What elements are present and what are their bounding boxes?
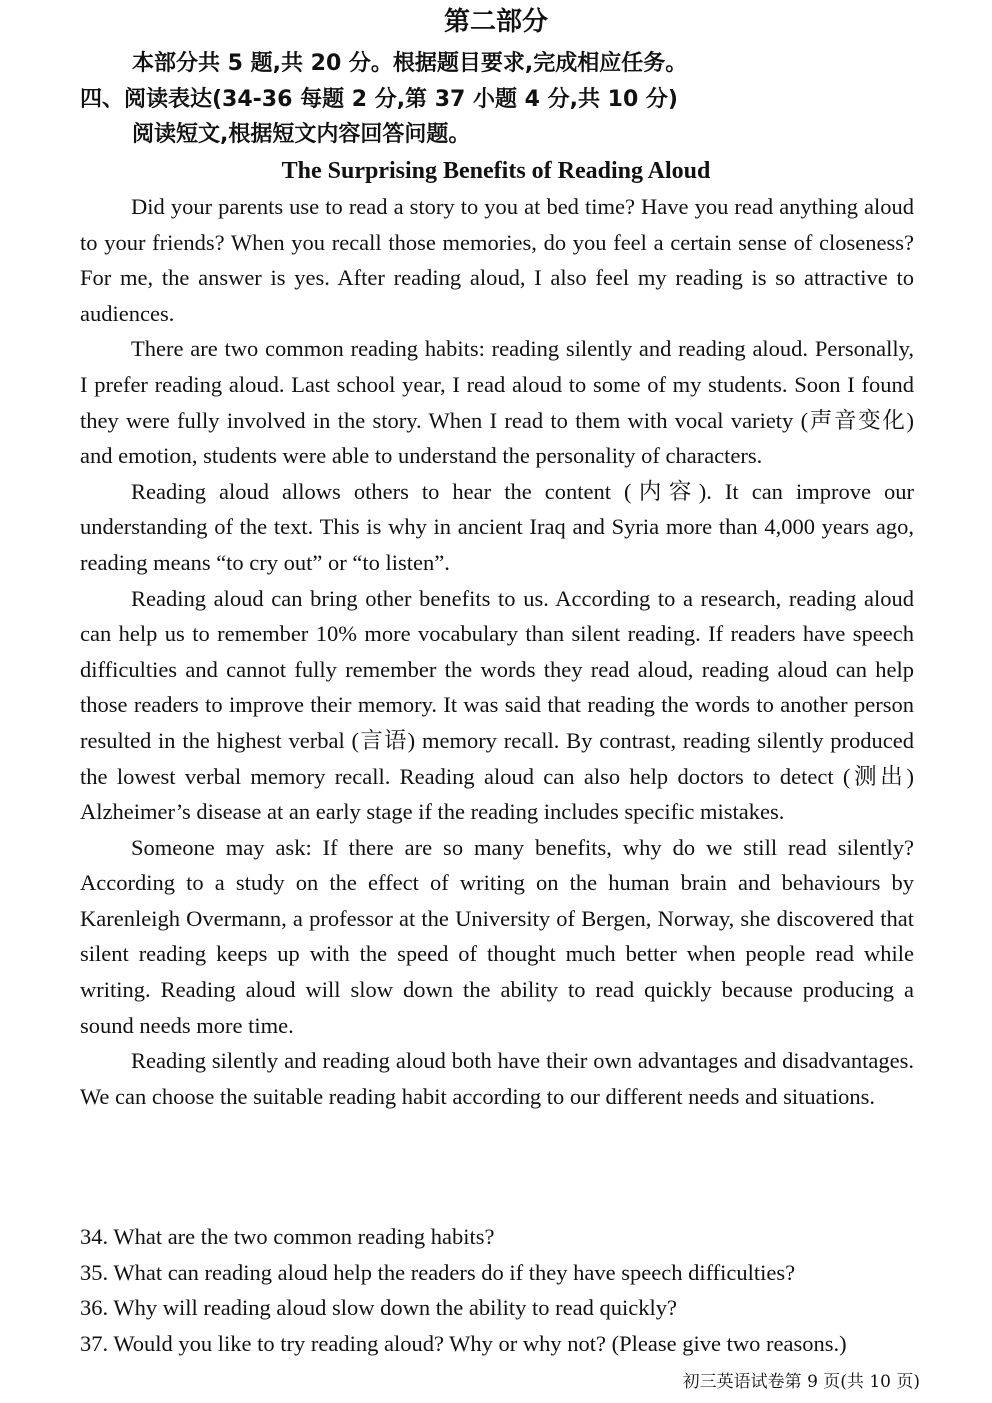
passage-title: The Surprising Benefits of Reading Aloud [281, 158, 711, 184]
passage-body [80, 189, 914, 1114]
passage-paragraph-4: Reading aloud can bring other benefits to us. According to a research, reading aloud can help us to remember 10% more vocabulary than silent reading. If readers have speech difficulties and cannot fully remember the words they read aloud, reading aloud can help those readers to improve their memory. It was said that reading the words to another person resulted in the highest verbal (言语) memory recall. By contrast, reading silently produced the lowest verbal memory recall. Reading aloud can also help doctors to detect (测出) Alzheimer’s disease at an early stage if the reading includes specific mistakes. [80, 585, 914, 825]
part-instruction: 本部分共 5 题,共 20 分。根据题目要求,完成相应任务。 [132, 51, 688, 76]
page-footer: 初三英语试卷第 9 页(共 10 页) [682, 1372, 920, 1392]
passage-paragraph-6: Reading silently and reading aloud both have their own advantages and disadvantages. We can choose the suitable reading habit according to our different needs and situations. [80, 1048, 914, 1109]
question-36: 36. Why will reading aloud slow down the ability to read quickly? [80, 1295, 677, 1320]
question-34: 34. What are the two common reading habits? [80, 1224, 495, 1249]
part-title: 第二部分 [443, 7, 548, 37]
passage-paragraph-1: Did your parents use to read a story to you at bed time? Have you read anything aloud to your friends? When you recall those memories, do you feel a certain sense of closeness? For me, the answer is yes. After reading aloud, I also feel my reading is so attractive to audiences. [80, 194, 914, 326]
section-heading: 四、阅读表达(34-36 每题 2 分,第 37 小题 4 分,共 10 分) [80, 87, 678, 112]
passage-paragraph-2: There are two common reading habits: reading silently and reading aloud. Personally, I prefer reading aloud. Last school year, I read aloud to some of my students. Soon I found they were fully involved in the story. When I read to them with vocal variety (声音变化) and emotion, students were able to understand the personality of characters. [80, 336, 914, 469]
passage-paragraph-5: Someone may ask: If there are so many benefits, why do we still read silently? According to a study on the effect of writing on the human brain and behaviours by Karenleigh Overmann, a professor at the University of Bergen, Norway, she discovered that silent reading keeps up with the speed of thought much better when people read while writing. Reading aloud will slow down the ability to read quickly because producing a sound needs more time. [80, 834, 914, 1038]
reading-directions: 阅读短文,根据短文内容回答问题。 [132, 122, 471, 147]
question-37: 37. Would you like to try reading aloud? Why or why not? (Please give two reasons.) [80, 1330, 847, 1356]
question-35: 35. What can reading aloud help the readers do if they have speech difficulties? [80, 1259, 796, 1285]
question-list [80, 1219, 940, 1361]
passage-paragraph-3: Reading aloud allows others to hear the content (内容). It can improve our understanding of the text. This is why in ancient Iraq and Syria more than 4,000 years ago, reading means “to cry out” or “to listen”. [80, 478, 914, 575]
